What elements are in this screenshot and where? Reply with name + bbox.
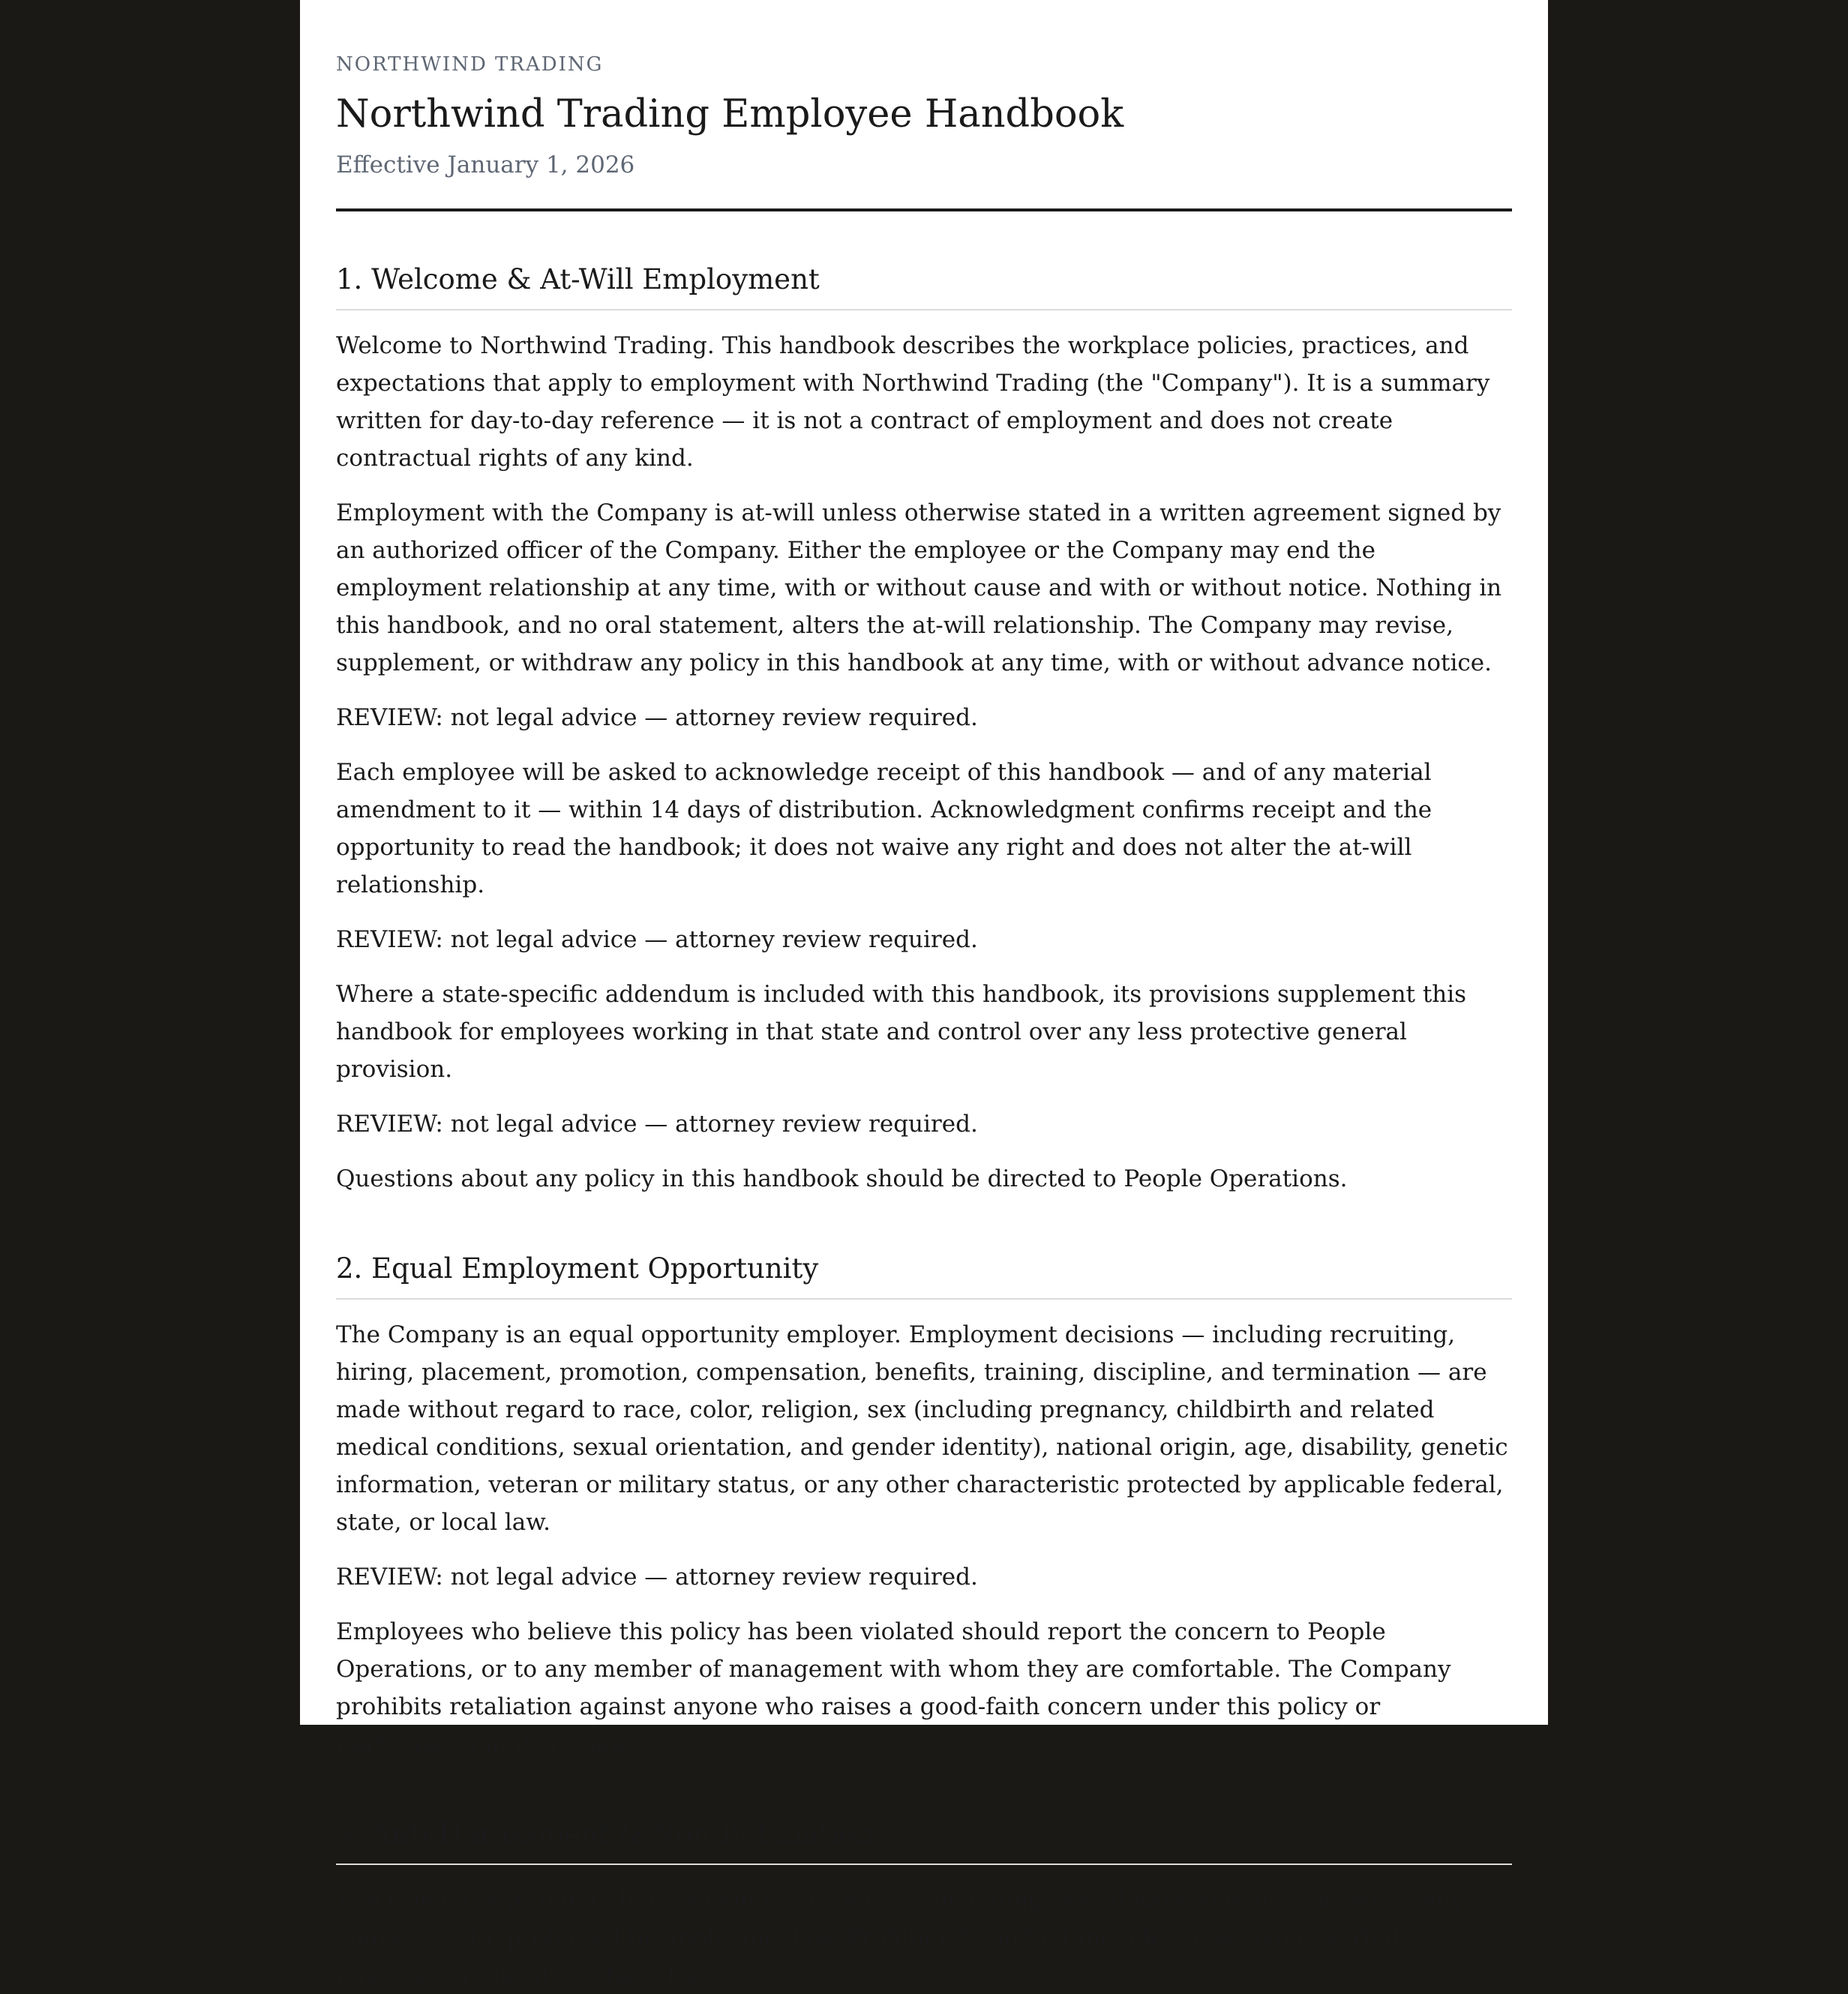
- paragraph: Employment with the Company is at-will unless otherwise stated in a written agreement signed by an authorized officer of the Company. Either the employee or the Company may end the employment relationship at any time, with or without cause and with or without notice. Nothing in this handbook, and no oral statement, alters the at-will relationship. The Company may revise, supplement, or withdraw any policy in this handbook at any time, with or without advance notice.: [336, 499, 1502, 676]
- section-heading: 2. Equal Employment Opportunity: [336, 1252, 1512, 1300]
- section-heading: 1. Welcome & At-Will Employment: [336, 262, 1512, 310]
- section-welcome: [336, 262, 1512, 1198]
- section-anti-harassment: [336, 1817, 1512, 1994]
- review-note: REVIEW: not legal advice — attorney review required.: [336, 704, 978, 731]
- handbook-page: [300, 0, 1548, 1989]
- paragraph: Each employee will be asked to acknowledge receipt of this handbook — and of any material amendment to it — within 14 days of distribution. Acknowledgment confirms receipt and the opportunity to read the handbook; it does not waive any right and does not alter the at-will relationship.: [336, 759, 1432, 898]
- review-note: REVIEW: not legal advice — attorney review required.: [336, 1111, 978, 1138]
- paragraph: Employees who believe this policy has been violated should report the concern to People Operations, or to any member of management with whom they are comfortable. The Company prohibits retaliation against anyone who raises a good-faith concern under this policy or participates in its review.: [336, 1618, 1451, 1758]
- paragraph: Welcome to Northwind Trading. This handbook describes the workplace policies, practices, and expectations that apply to employment with Northwind Trading (the "Company"). It is a summary written for day-to-day reference — it is not a contract of employment and does not create contractual rights of any kind.: [336, 332, 1490, 472]
- review-note: REVIEW: not legal advice — attorney review required.: [336, 1564, 978, 1591]
- header-divider: [336, 208, 1512, 211]
- paragraph: The Company is an equal opportunity employer. Employment decisions — including recruiting, hiring, placement, promotion, compensation, benefits, training, discipline, and termination — are made without regard to race, color, religion, sex (including pregnancy, childbirth and related medical conditions, sexual orientation, and gender identity), national origin, age, disability, genetic information, veteran or military status, or any other characteristic protected by applicable federal, state, or local law.: [336, 1321, 1508, 1536]
- section-heading: 3. Anti-Harassment & Non-Retaliation: [336, 1817, 1512, 1865]
- review-note: REVIEW: not legal advice — attorney review required.: [336, 926, 978, 953]
- section-eeo: [336, 1252, 1512, 1763]
- effective-date: Effective January 1, 2026: [336, 151, 635, 178]
- company-name: NORTHWIND TRADING: [336, 53, 604, 76]
- paragraph: Questions about any policy in this handbook should be directed to People Operations.: [336, 1165, 1348, 1192]
- paragraph: Where a state-specific addendum is included with this handbook, its provisions supplement this handbook for employees working in that state and control over any less protective general provision.: [336, 981, 1467, 1083]
- paragraph: The Company prohibits harassment of any kind — including sexual harassment — based on any characteristic protected by applicable law. Prohibited conduct includes unwelcome verbal, physical, or visual conduct that: [336, 1887, 1464, 1989]
- page-title: Northwind Trading Employee Handbook: [336, 92, 1124, 136]
